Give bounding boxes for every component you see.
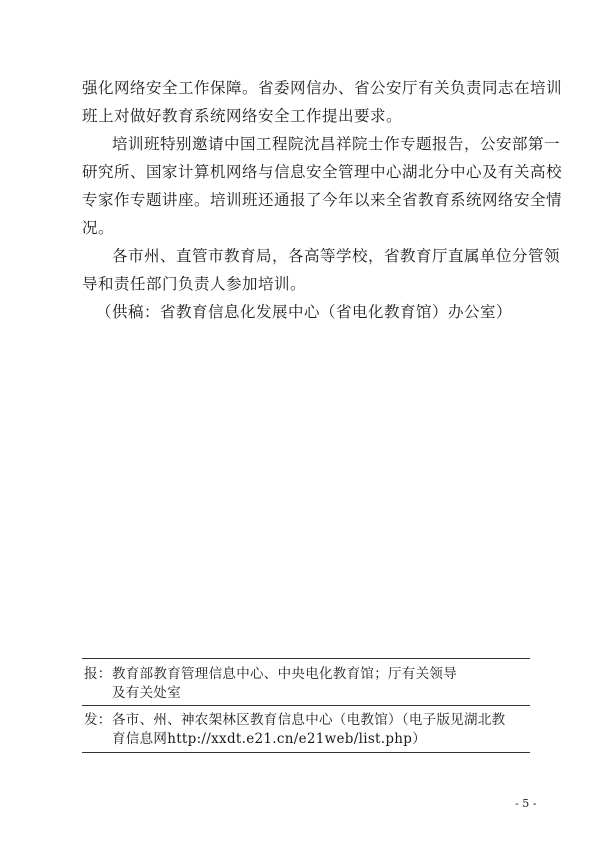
- distribution-bottom-rule: [82, 752, 530, 753]
- source-credit: （供稿：省教育信息化发展中心（省电化教育馆）办公室）: [96, 303, 513, 321]
- page-number: - 5 -: [515, 797, 537, 810]
- report-label: 报：: [84, 666, 112, 682]
- send-line: 各市、州、神农架林区教育信息中心（电教馆）（电子版见湖北教: [112, 712, 506, 728]
- paragraph-line: 况。: [82, 219, 115, 237]
- paragraph-line: 研究所、国家计算机网络与信息安全管理中心湖北分中心及有关高校: [82, 163, 563, 181]
- paragraph-line: 班上对做好教育系统网络安全工作提出要求。: [82, 107, 403, 125]
- paragraph-line: 专家作专题讲座。培训班还通报了今年以来全省教育系统网络安全情: [82, 191, 563, 209]
- paragraph-line: 各市州、直管市教育局，各高等学校，省教育厅直属单位分管领: [112, 247, 561, 265]
- report-line: 及有关处室: [112, 685, 181, 701]
- distribution-top-rule: [82, 658, 530, 659]
- paragraph-line: 培训班特别邀请中国工程院沈昌祥院士作专题报告，公安部第一: [112, 135, 561, 153]
- report-line: 教育部教育管理信息中心、中央电化教育馆；厅有关领导: [112, 666, 457, 682]
- distribution-middle-rule: [82, 705, 530, 706]
- paragraph-line: 强化网络安全工作保障。省委网信办、省公安厅有关负责同志在培训: [82, 79, 563, 97]
- send-label: 发：: [84, 712, 112, 728]
- paragraph-line: 导和责任部门负责人参加培训。: [82, 275, 307, 293]
- send-line: 育信息网http://xxdt.e21.cn/e21web/list.php）: [112, 731, 427, 747]
